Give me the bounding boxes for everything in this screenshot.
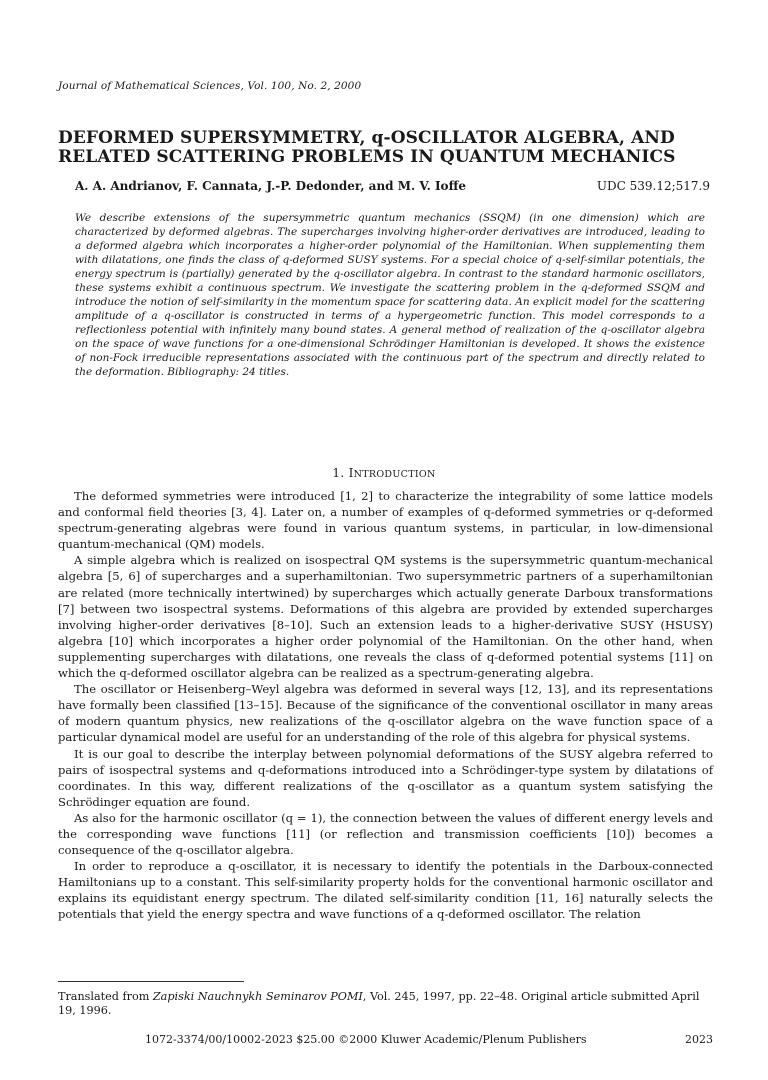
paper-title bbox=[58, 129, 718, 167]
paragraph: As also for the harmonic oscillator (q = 1), the connection between the values of different energy levels and the corresponding wave functions [11] (or reflection and transmission coefficients [10]) becomes a consequence of the q-oscillator algebra. bbox=[58, 810, 713, 858]
page-number: 2023 bbox=[685, 1033, 713, 1046]
footnote-suffix: , Vol. 245, 1997, pp. 22–48. Original article submitted April 19, 1996. bbox=[58, 990, 700, 1017]
paragraph: It is our goal to describe the interplay between polynomial deformations of the SUSY algebra referred to pairs of isospectral systems and q-deformations introduced into a Schrödinger-type system by dilatations of coordinates. In this way, different realizations of the q-oscillator as a quantum system satisfying the Schrödinger equation are found. bbox=[58, 746, 713, 809]
paragraph: The oscillator or Heisenberg–Weyl algebra was deformed in several ways [12, 13], and its representations have formally been classified [13–15]. Because of the significance of the conventional oscillator in many areas of modern quantum physics, new realizations of the q-oscillator algebra on the wave function space of a particular dynamical model are useful for an understanding of the role of this algebra for physical systems. bbox=[58, 682, 713, 745]
section-title-initial: I bbox=[348, 466, 354, 480]
footnote-source: Zapiski Nauchnykh Seminarov POMI bbox=[152, 990, 363, 1003]
title-line-2: RELATED SCATTERING PROBLEMS IN QUANTUM MECHANICS bbox=[58, 147, 676, 167]
abstract: We describe extensions of the supersymmetric quantum mechanics (SSQM) (in one dimension) which are characterized by deformed algebras. The supercharges involving higher-order derivatives are introduced, leading to a deformed algebra which incorporates a higher-order polynomial of the Hamiltonian. When supplementing them with dilatations, one finds the class of q-deformed SUSY systems. For a special choice of q-self-similar potentials, the energy spectrum is (partially) generated by the q-oscillator algebra. In contrast to the standard harmonic oscillators, these systems exhibit a continuous spectrum. We investigate the scattering problem in the q-deformed SSQM and introduce the notion of self-similarity in the momentum space for scattering data. An explicit model for the scattering amplitude of a q-oscillator is constructed in terms of a hypergeometric function. This model corresponds to a reflectionless potential with infinitely many bound states. A general method of realization of the q-oscillator algebra on the space of wave functions for a one-dimensional Schrödinger Hamiltonian is developed. It shows the existence of non-Fock irreducible representations associated with the continuous part of the spectrum and directly related to the deformation. Bibliography: 24 titles. bbox=[75, 212, 705, 378]
title-line-1: DEFORMED SUPERSYMMETRY, q-OSCILLATOR ALGEBRA, AND bbox=[58, 128, 675, 148]
authors-row bbox=[75, 178, 710, 194]
section-title bbox=[349, 466, 436, 480]
paragraph: A simple algebra which is realized on isospectral QM systems is the supersymmetric quantum-mechanical algebra [5, 6] of supercharges and a superhamiltonian. Two supersymmetric partners of a superhamiltonian are related (more technically intertwined) by supercharges which actually generate Darboux transformations [7] between two isospectral systems. Deformations of this algebra are provided by extended supercharges involving higher-order derivatives [8–10]. Such an extension leads to a higher-derivative SUSY (HSUSY) algebra [10] which incorporates a higher order polynomial of the Hamiltonian. On the other hand, when supplementing supercharges with dilatations, one reveals the class of q-deformed potential systems [11] on which the q-deformed oscillator algebra can be realized as a spectrum-generating algebra. bbox=[58, 553, 713, 681]
footer-publisher-code: 1072-3374/00/10002-2023 $25.00 ©2000 Kluwer Academic/Plenum Publishers bbox=[145, 1033, 587, 1046]
body-text bbox=[58, 488, 713, 923]
section-heading bbox=[0, 466, 768, 480]
footnote bbox=[58, 990, 713, 1018]
footnote-prefix: Translated from bbox=[58, 990, 153, 1003]
section-title-rest: NTRODUCTION bbox=[353, 469, 436, 480]
paragraph: In order to reproduce a q-oscillator, it is necessary to identify the potentials in the Darboux-connected Hamiltonians up to a constant. This self-similarity property holds for the conventional harmonic oscillator and explains its equidistant energy spectrum. The dilated self-similarity condition [11, 16] naturally selects the potentials that yield the energy spectra and wave functions of a q-deformed oscillator. The relation bbox=[58, 859, 713, 922]
journal-citation: Journal of Mathematical Sciences, Vol. 100, No. 2, 2000 bbox=[58, 80, 362, 92]
paragraph: The deformed symmetries were introduced [1, 2] to characterize the integrability of some lattice models and conformal field theories [3, 4]. Later on, a number of examples of q-deformed symmetries or q-deformed spectrum-generating algebras were found in various quantum systems, in particular, in low-dimensional quantum-mechanical (QM) models. bbox=[58, 489, 713, 552]
author-list: A. A. Andrianov, F. Cannata, J.-P. Dedonder, and M. V. Ioffe bbox=[75, 179, 467, 193]
udc-code: UDC 539.12;517.9 bbox=[596, 179, 710, 193]
footnote-divider bbox=[58, 981, 244, 982]
section-number: 1. bbox=[332, 466, 345, 480]
